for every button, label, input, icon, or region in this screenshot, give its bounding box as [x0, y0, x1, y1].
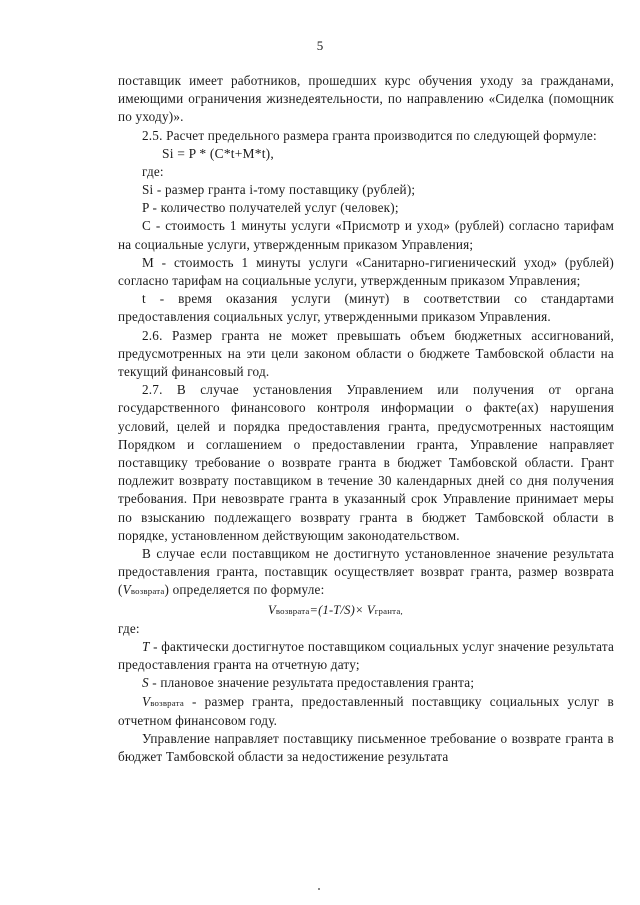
where-label-2: где:	[118, 620, 140, 636]
definition-V-subscript: возврата	[150, 697, 184, 708]
refund-formula-sub-vozvrata: возврата	[275, 605, 310, 616]
definition-T-symbol: T	[142, 638, 150, 654]
definition-si: Si - размер гранта i-тому поставщику (рублей);	[142, 182, 416, 198]
refund-formula-sub-granta: гранта	[374, 605, 401, 616]
definition-m: M - стоимость 1 минуты услуги «Санитарно-гигиенический уход» (рублей) согласно тарифам на социальные услуги, утвержденным приказом Управления;	[118, 254, 614, 289]
refund-formula-tail: ,	[400, 605, 403, 616]
refund-formula-v: V	[268, 602, 276, 617]
definition-V-text: - размер гранта, предоставленный поставщику социальных услуг в отчетном финансовом году.	[118, 693, 614, 728]
where-label-1: где:	[142, 163, 164, 179]
refund-case-text-end: ) определяется по формуле:	[164, 582, 325, 598]
paragraph-2-7: 2.7. В случае установления Управлением или получения от органа государственного финансового контроля информации о факте(ах) нарушения условий, целей и порядка предоставления гранта, предусмотренных настоящим Порядком и соглашением о предоставлении гранта, Управление направляет поставщику требование о возврате гранта в бюджет Тамбовской области. Грант подлежит возврату поставщиком в течение 30 календарных дней со дня получения требования. При невозврате гранта в указанный срок Управление принимает меры по взысканию подлежащего возврату гранта в бюджет Тамбовской области в порядке, установленном действующим законодательством.	[118, 382, 614, 543]
paragraph-final: Управление направляет поставщику письменное требование о возврате гранта в бюджет Тамбовской области за недостижение результата	[118, 730, 614, 765]
refund-symbol-v: V	[122, 582, 131, 598]
scan-dot-mark	[318, 888, 320, 890]
definition-t: t - время оказания услуги (минут) в соответствии со стандартами предоставления социальных услуг, утвержденными приказом Управления.	[118, 291, 614, 325]
document-body	[118, 72, 614, 766]
definition-T-text: - фактически достигнутое поставщиком социальных услуг значение результата предоставления гранта на отчетную дату;	[118, 638, 614, 673]
paragraph-refund-case	[118, 545, 614, 601]
definition-S	[118, 674, 614, 692]
page-number: 5	[316, 38, 324, 53]
refund-case-text-start: В случае если поставщиком не достигнуто установленное значение результата предоставления гранта, поставщик осуществляет возврат гранта, размер возврата (	[118, 546, 614, 598]
definition-S-symbol: S	[142, 675, 149, 691]
refund-symbol-subscript: возврата	[130, 586, 165, 597]
paragraph-intro: поставщик имеет работников, прошедших курс обучения уходу за гражданами, имеющими ограничения жизнедеятельности, по направлению «Сиделка (помощник по уходу)».	[118, 73, 614, 125]
definition-p: P - количество получателей услуг (человек);	[142, 200, 399, 216]
refund-formula-middle: =(1-T/S)× V	[309, 602, 375, 617]
paragraph-2-6: 2.6. Размер гранта не может превышать объем бюджетных ассигнований, предусмотренных на эти цели законом области о бюджете Тамбовской области на текущий финансовый год.	[118, 327, 614, 380]
refund-formula	[118, 601, 614, 620]
grant-formula: Si = P * (C*t+M*t),	[162, 145, 274, 161]
definition-V	[118, 693, 614, 730]
definition-T	[118, 638, 614, 674]
definition-S-text: - плановое значение результата предоставления гранта;	[148, 675, 475, 691]
definition-c: C - стоимость 1 минуты услуги «Присмотр и уход» (рублей) согласно тарифам на социальные услуги, утвержденным приказом Управления;	[118, 218, 614, 252]
paragraph-2-5: 2.5. Расчет предельного размера гранта производится по следующей формуле:	[142, 127, 597, 143]
definition-V-symbol: V	[142, 693, 151, 709]
